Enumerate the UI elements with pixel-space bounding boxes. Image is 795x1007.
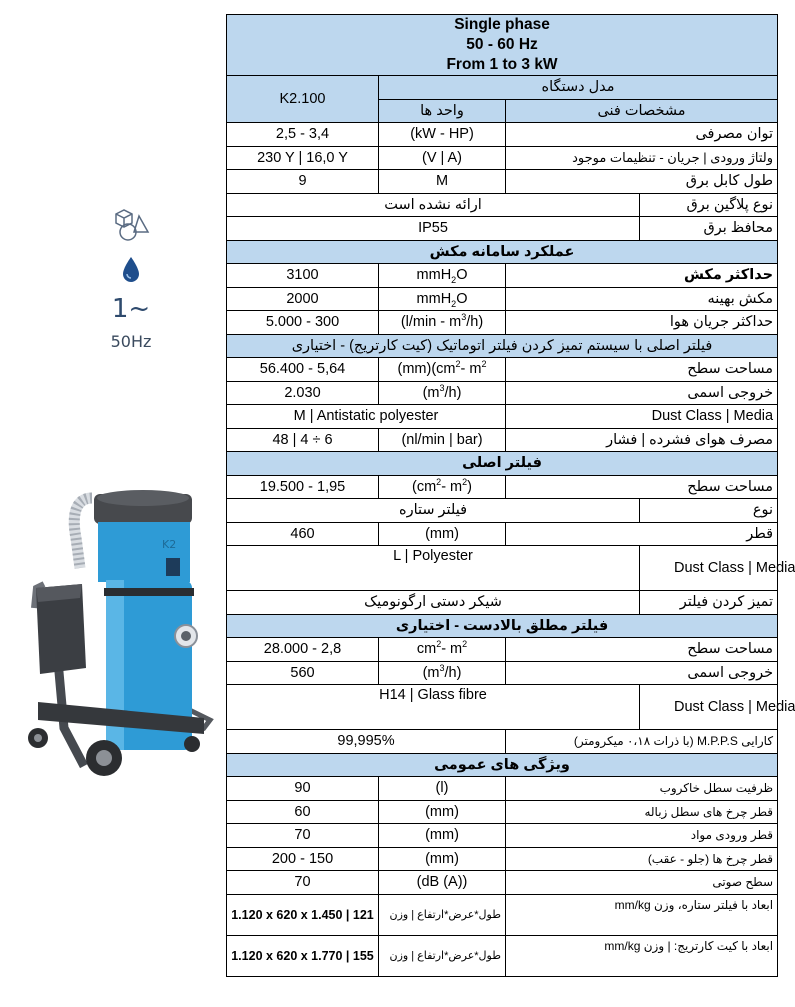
row-unit: (kW - HP) (379, 123, 506, 147)
table-header (227, 15, 778, 76)
table-row (227, 475, 778, 499)
model-value: K2.100 (227, 76, 379, 123)
row-unit: M (379, 170, 506, 194)
table-row (227, 405, 778, 429)
row-unit: $(m^3/h)$ (379, 661, 506, 685)
row-unit: $cm^2-$ $m^2$ (379, 638, 506, 662)
row-value: 60 (227, 800, 379, 824)
row-unit: طول*عرض*ارتفاع | وزن (379, 935, 506, 976)
table-row (227, 146, 778, 170)
row-value: 2,5 - 3,4 (227, 123, 379, 147)
row-label: ولتاژ ورودی | جریان - تنظیمات موجود (506, 146, 778, 170)
row-label: مساحت سطح (506, 638, 778, 662)
row-label: قطر ورودی مواد (506, 824, 778, 848)
row-label: ابعاد با کیت کارتریج: | وزن mm/kg (506, 935, 778, 976)
row-label: ظرفیت سطل خاکروب (506, 777, 778, 801)
row-label: توان مصرفی (506, 123, 778, 147)
row-value: فیلتر ستاره (227, 499, 640, 523)
row-label: قطر (506, 522, 778, 546)
row-unit: طول*عرض*ارتفاع | وزن (379, 894, 506, 935)
table-row (227, 871, 778, 895)
table-row (227, 661, 778, 685)
row-label: مساحت سطح (506, 358, 778, 382)
solids-icon (108, 208, 154, 242)
row-value: 56.400 - 5,64 (227, 358, 379, 382)
table-row (227, 264, 778, 288)
row-unit: ($cm^2-$ $m^2$) (379, 475, 506, 499)
row-label: کارایی M.P.P.S (با ذرات ۰،۱۸ میکرومتر) (506, 730, 778, 754)
section-title-main-filter-auto: فیلتر اصلی با سیستم تمیز کردن فیلتر اتوماتیک (کیت کارتریج) - اختیاری (227, 334, 778, 358)
row-label: تمیز کردن فیلتر (640, 591, 778, 615)
header-line-1: Single phase (454, 16, 550, 33)
row-value: L | Polyester (227, 546, 640, 591)
table-row (227, 847, 778, 871)
row-value: 200 - 150 (227, 847, 379, 871)
table-row (227, 428, 778, 452)
row-label: مکش بهینه (506, 287, 778, 311)
row-value: 70 (227, 871, 379, 895)
table-row (227, 591, 778, 615)
row-label: حداکثر مکش (506, 264, 778, 288)
row-unit: (dB (A)) (379, 871, 506, 895)
row-value: 1.120 x 620 x 1.450 | 121 (227, 894, 379, 935)
row-label: Dust Class | Media (640, 685, 778, 730)
row-unit: mmH$_2$O (379, 287, 506, 311)
table-row (227, 193, 778, 217)
row-unit: (mm) (379, 800, 506, 824)
section-title-suction: عملکرد سامانه مکش (227, 240, 778, 264)
feature-icons (100, 208, 162, 351)
row-value: 2000 (227, 287, 379, 311)
table-row (227, 777, 778, 801)
unit-column-header: واحد ها (379, 99, 506, 123)
row-value: 90 (227, 777, 379, 801)
table-row (227, 894, 778, 935)
row-label: ابعاد با فیلتر ستاره، وزن mm/kg (506, 894, 778, 935)
row-value: شیکر دستی ارگونومیک (227, 591, 640, 615)
table-row (227, 935, 778, 976)
row-label: خروجی اسمی (506, 661, 778, 685)
table-row (227, 381, 778, 405)
section-title-general: ویژگی های عمومی (227, 753, 778, 777)
row-value: 560 (227, 661, 379, 685)
row-value: 460 (227, 522, 379, 546)
row-value: 28.000 - 2,8 (227, 638, 379, 662)
row-label: مساحت سطح (506, 475, 778, 499)
table-row (227, 546, 778, 591)
row-unit: (V | A) (379, 146, 506, 170)
row-unit: $(m^3/h)$ (379, 381, 506, 405)
row-unit: (nl/min | bar) (379, 428, 506, 452)
table-row (227, 824, 778, 848)
table-row (227, 170, 778, 194)
table-row (227, 522, 778, 546)
row-label: Dust Class | Media (506, 405, 778, 429)
section-title-hepa-filter: فیلتر مطلق بالادست - اختیاری (227, 614, 778, 638)
row-value: 230 Y | 16,0 Y (227, 146, 379, 170)
table-row (227, 123, 778, 147)
row-value: 3100 (227, 264, 379, 288)
header-line-2: 50 - 60 Hz (466, 36, 538, 53)
row-unit: (mm) (379, 847, 506, 871)
section-title-main-filter: فیلتر اصلی (227, 452, 778, 476)
row-value: 99,995% (227, 730, 506, 754)
row-unit: mmH$_2$O (379, 264, 506, 288)
row-value: 19.500 - 1,95 (227, 475, 379, 499)
row-label: نوع (640, 499, 778, 523)
row-value: ارائه نشده است (227, 193, 640, 217)
row-label: محافظ برق (640, 217, 778, 241)
header-line-3: From 1 to 3 kW (446, 56, 558, 73)
row-label: طول کابل برق (506, 170, 778, 194)
liquids-icon (121, 256, 141, 284)
row-label: سطح صوتی (506, 871, 778, 895)
spec-column-header: مشخصات فنی (506, 99, 778, 123)
row-value: M | Antistatic polyester (227, 405, 506, 429)
vacuum-cleaner-image (14, 488, 220, 780)
row-value: 5.000 - 300 (227, 311, 379, 335)
row-unit: $(l/\min - m^3/h)$ (379, 311, 506, 335)
row-value: 70 (227, 824, 379, 848)
row-value: 9 (227, 170, 379, 194)
table-row (227, 685, 778, 730)
table-row (227, 800, 778, 824)
frequency-label: 50Hz (110, 332, 152, 351)
table-row (227, 287, 778, 311)
table-row (227, 217, 778, 241)
row-value: 1.120 x 620 x 1.770 | 155 (227, 935, 379, 976)
table-row (227, 358, 778, 382)
single-phase-icon: 1~ (111, 294, 151, 324)
table-row (227, 638, 778, 662)
row-unit: (mm) (379, 522, 506, 546)
row-label: قطر چرخ ها (جلو - عقب) (506, 847, 778, 871)
table-row (227, 311, 778, 335)
model-label: مدل دستگاه (379, 76, 778, 100)
row-value: H14 | Glass fibre (227, 685, 640, 730)
row-label: قطر چرخ های سطل زباله (506, 800, 778, 824)
row-label: نوع پلاگین برق (640, 193, 778, 217)
svg-text:K2: K2 (162, 538, 177, 551)
row-value: 2.030 (227, 381, 379, 405)
row-value: IP55 (227, 217, 640, 241)
table-row (227, 499, 778, 523)
row-value: 48 | 4 ÷ 6 (227, 428, 379, 452)
row-label: حداکثر جریان هوا (506, 311, 778, 335)
row-unit: $(mm)(cm^2-$ $m^2$ (379, 358, 506, 382)
row-unit: (mm) (379, 824, 506, 848)
row-unit: (l) (379, 777, 506, 801)
row-label: Dust Class | Media (640, 546, 778, 591)
spec-table (226, 14, 795, 977)
table-row (227, 730, 778, 754)
row-label: خروجی اسمی (506, 381, 778, 405)
row-label: مصرف هوای فشرده | فشار (506, 428, 778, 452)
